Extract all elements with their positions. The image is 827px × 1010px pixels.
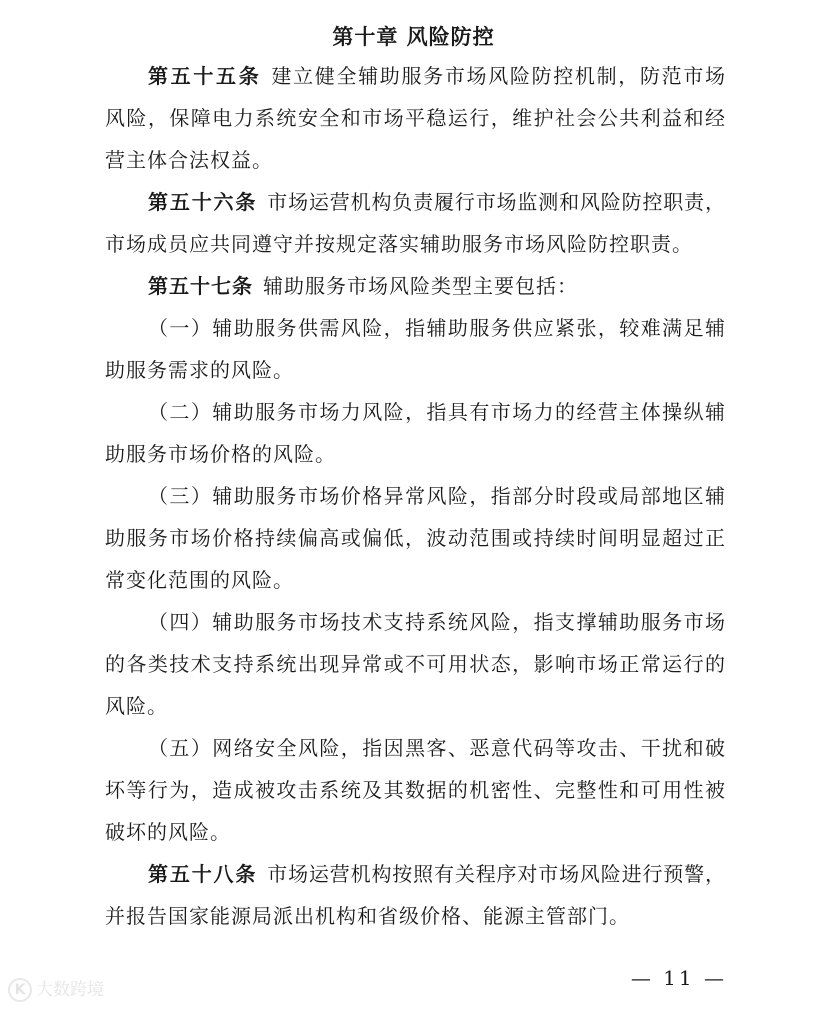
paragraph-line bbox=[105, 902, 725, 930]
paragraph-line bbox=[105, 734, 725, 762]
page-footer bbox=[0, 944, 827, 1010]
chapter-title: 第十章 风险防控 bbox=[332, 24, 495, 49]
line-text: 营主体合法权益。 bbox=[105, 148, 273, 172]
paragraph-line bbox=[105, 398, 725, 426]
paragraph-line bbox=[105, 524, 725, 552]
line-text: （一）辅助服务供需风险，指辅助服务供应紧张，较难满足辅 bbox=[148, 316, 725, 340]
line-text: 破坏的风险。 bbox=[105, 820, 231, 844]
article-number: 第五十七条 bbox=[148, 274, 253, 298]
paragraph-line bbox=[105, 650, 725, 678]
paragraph-line bbox=[105, 608, 725, 636]
watermark bbox=[8, 978, 104, 1002]
page-number: — 11 — bbox=[630, 966, 727, 990]
paragraph-line bbox=[105, 566, 725, 594]
watermark-text: 大数跨境 bbox=[36, 980, 104, 1000]
document-body bbox=[105, 62, 725, 930]
paragraph-line bbox=[105, 146, 725, 174]
line-text: （二）辅助服务市场力风险，指具有市场力的经营主体操纵辅 bbox=[148, 400, 725, 424]
watermark-logo-icon: K bbox=[8, 978, 32, 1002]
paragraph-line bbox=[105, 776, 725, 804]
line-text: 助服务市场价格持续偏高或偏低，波动范围或持续时间明显超过正 bbox=[105, 526, 725, 550]
paragraph-line bbox=[105, 188, 725, 216]
paragraph-line bbox=[105, 314, 725, 342]
line-text: 市场运营机构按照有关程序对市场风险进行预警， bbox=[267, 862, 726, 886]
line-text: 坏等行为，造成被攻击系统及其数据的机密性、完整性和可用性被 bbox=[105, 778, 725, 802]
line-text: 市场成员应共同遵守并按规定落实辅助服务市场风险防控职责。 bbox=[105, 232, 693, 256]
line-text: 助服务市场价格的风险。 bbox=[105, 442, 336, 466]
line-text: 的各类技术支持系统出现异常或不可用状态，影响市场正常运行的 bbox=[105, 652, 725, 676]
article-number: 第五十八条 bbox=[148, 862, 258, 886]
paragraph-line bbox=[105, 860, 725, 888]
paragraph-line bbox=[105, 818, 725, 846]
line-text: 风险。 bbox=[105, 694, 168, 718]
paragraph-line bbox=[105, 692, 725, 720]
paragraph-line bbox=[105, 440, 725, 468]
paragraph-line bbox=[105, 272, 725, 300]
paragraph-line bbox=[105, 482, 725, 510]
line-text: 并报告国家能源局派出机构和省级价格、能源主管部门。 bbox=[105, 904, 630, 928]
article-number: 第五十六条 bbox=[148, 190, 258, 214]
paragraph-line bbox=[105, 104, 725, 132]
line-text: （五）网络安全风险，指因黑客、恶意代码等攻击、干扰和破 bbox=[148, 736, 725, 760]
line-text: 辅助服务市场风险类型主要包括： bbox=[263, 274, 578, 298]
paragraph-line bbox=[105, 230, 725, 258]
line-text: 助服务需求的风险。 bbox=[105, 358, 294, 382]
line-text: 风险，保障电力系统安全和市场平稳运行，维护社会公共利益和经 bbox=[105, 106, 725, 130]
line-text: 建立健全辅助服务市场风险防控机制，防范市场 bbox=[271, 64, 726, 88]
line-text: 常变化范围的风险。 bbox=[105, 568, 294, 592]
paragraph-line bbox=[105, 356, 725, 384]
article-number: 第五十五条 bbox=[148, 64, 262, 88]
line-text: 市场运营机构负责履行市场监测和风险防控职责， bbox=[267, 190, 726, 214]
line-text: （三）辅助服务市场价格异常风险，指部分时段或局部地区辅 bbox=[148, 484, 725, 508]
paragraph-line bbox=[105, 62, 725, 90]
line-text: （四）辅助服务市场技术支持系统风险，指支撑辅助服务市场 bbox=[148, 610, 725, 634]
